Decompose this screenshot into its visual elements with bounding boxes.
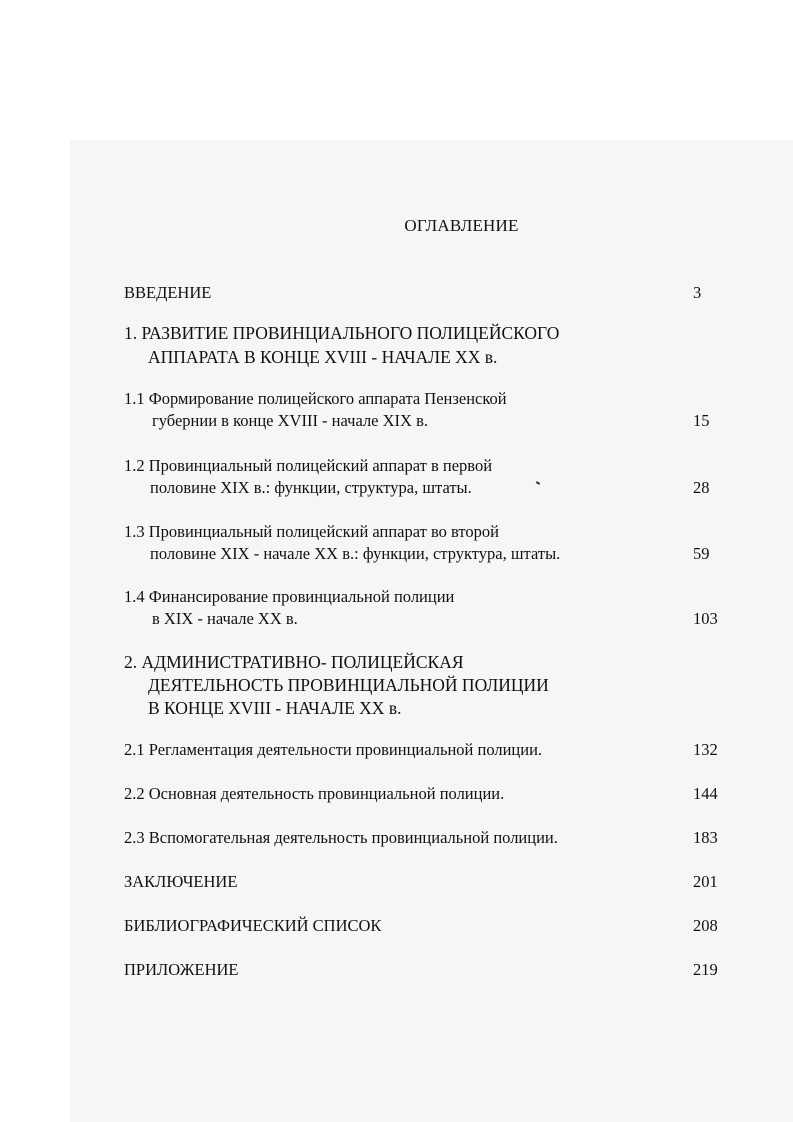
toc-entry-text: 1. РАЗВИТИЕ ПРОВИНЦИАЛЬНОГО ПОЛИЦЕЙСКОГО: [124, 323, 560, 343]
toc-page-number: 103: [693, 609, 718, 628]
toc-entry-text: 1.4 Финансирование провинциальной полиции: [124, 587, 455, 606]
toc-entry-section-2-1: [124, 739, 724, 761]
toc-page-number: 144: [693, 784, 718, 803]
toc-entry-text: ВВЕДЕНИЕ: [124, 283, 212, 302]
toc-page-number: 28: [693, 478, 710, 497]
toc-entry-text: 2.2 Основная деятельность провинциальной полиции.: [124, 784, 505, 803]
toc-entry-section-2-3: [124, 827, 724, 849]
toc-entry-text: 2.1 Регламентация деятельности провинциальной полиции.: [124, 740, 543, 759]
toc-entry-text: ЗАКЛЮЧЕНИЕ: [124, 872, 238, 891]
toc-entry-text: В КОНЦЕ XVIII - НАЧАЛЕ XX в.: [148, 698, 402, 718]
toc-entry-section-1-3: [124, 521, 724, 565]
toc-entry-section-1-1: [124, 388, 724, 432]
toc-entry-section-1-4: [124, 586, 724, 630]
toc-entry-chapter-1: [124, 321, 724, 369]
toc-page-number: 219: [693, 960, 718, 979]
toc-page-number: 201: [693, 872, 718, 891]
toc-entry-text: 2. АДМИНИСТРАТИВНО- ПОЛИЦЕЙСКАЯ: [124, 652, 464, 672]
toc-entry-chapter-2: [124, 651, 724, 720]
toc-entry-section-2-2: [124, 783, 724, 805]
toc-title: ОГЛАВЛЕНИЕ: [404, 216, 519, 235]
toc-entry-text: губернии в конце XVIII - начале XIX в.: [152, 411, 428, 430]
toc-page-number: 183: [693, 828, 718, 847]
toc-entry-conclusion: [124, 871, 724, 893]
toc-entry-text: 1.2 Провинциальный полицейский аппарат в первой: [124, 456, 493, 475]
toc-entry-text: ПРИЛОЖЕНИЕ: [124, 960, 239, 979]
toc-page-number: 15: [693, 411, 710, 430]
toc-entry-text: 1.1 Формирование полицейского аппарата Пензенской: [124, 389, 507, 408]
toc-entry-text: половине XIX в.: функции, структура, штаты.: [150, 478, 472, 497]
toc-entry-text: половине XIX - начале XX в.: функции, структура, штаты.: [150, 544, 561, 563]
toc-entry-text: БИБЛИОГРАФИЧЕСКИЙ СПИСОК: [124, 916, 382, 935]
toc-entry-text: АППАРАТА В КОНЦЕ XVIII - НАЧАЛЕ XX в.: [148, 347, 498, 367]
toc-entry-intro: [124, 282, 724, 304]
toc-page-number: 208: [693, 916, 718, 935]
toc-entry-appendix: [124, 959, 724, 981]
toc-entry-section-1-2: [124, 455, 724, 499]
toc-page-number: 59: [693, 544, 710, 563]
toc-page-number: 3: [693, 283, 702, 302]
toc-entry-text: 1.3 Провинциальный полицейский аппарат во второй: [124, 522, 499, 541]
toc-entry-text: 2.3 Вспомогательная деятельность провинциальной полиции.: [124, 828, 558, 847]
toc-entry-bibliography: [124, 915, 724, 937]
toc-entry-text: в XIX - начале XX в.: [152, 609, 298, 628]
toc-entry-text: ДЕЯТЕЛЬНОСТЬ ПРОВИНЦИАЛЬНОЙ ПОЛИЦИИ: [148, 675, 549, 695]
toc-page-number: 132: [693, 740, 718, 759]
